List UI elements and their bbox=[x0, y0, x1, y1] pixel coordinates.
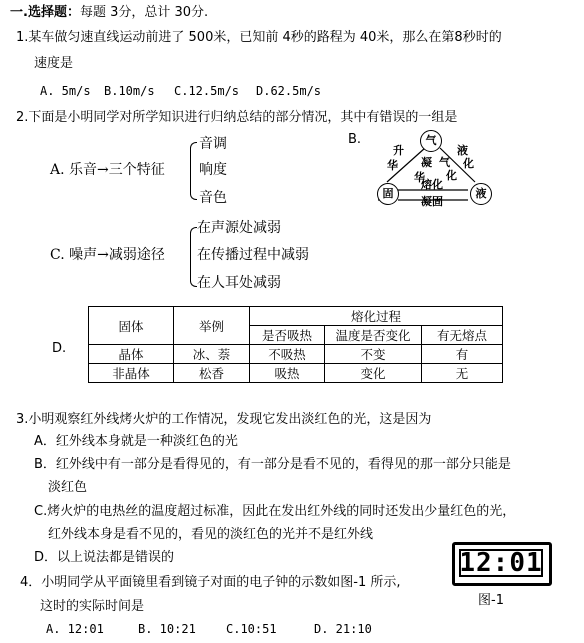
q2-optA-item2: 响度 bbox=[199, 162, 227, 178]
q3-option-c-line1[interactable]: C.烤火炉的电热丝的温度超过标准，因此在发出红外线的同时还发出少量红色的光， bbox=[34, 504, 516, 519]
section-title-label: 一.选择题： bbox=[10, 5, 80, 20]
table-cell: 冰、萘 bbox=[174, 345, 250, 364]
header-melting: 熔化过程 bbox=[250, 307, 503, 326]
q3-option-b-line1[interactable]: B．红外线中有一部分是看得见的，有一部分是看不见的，看得见的那一部分只能是 bbox=[34, 457, 511, 472]
node-liquid: 液 bbox=[470, 183, 492, 205]
q2-optC-root: 噪声 bbox=[69, 247, 98, 263]
q2-optC-label: C. bbox=[50, 247, 65, 263]
table-cell: 不变 bbox=[325, 345, 422, 364]
table-row bbox=[89, 364, 503, 383]
q2-optA-root: 乐音 bbox=[69, 162, 98, 178]
label-ninggu: 凝固 bbox=[421, 195, 443, 208]
q2-optA-item1: 音调 bbox=[199, 136, 227, 152]
table-cell: 晶体 bbox=[89, 345, 174, 364]
q2-optC-item1: 在声源处减弱 bbox=[197, 220, 281, 236]
q2-optC-brace bbox=[190, 227, 197, 287]
q3-stem: 3.小明观察红外线烤火炉的工作情况，发现它发出淡红色的光，这是因为 bbox=[16, 412, 432, 427]
table-cell: 松香 bbox=[174, 364, 250, 383]
table-cell: 无 bbox=[422, 364, 503, 383]
q2-optC-mid: 减弱途径 bbox=[108, 247, 165, 263]
table-header-row bbox=[89, 307, 503, 326]
q1-options bbox=[40, 85, 321, 97]
table-cell: 吸热 bbox=[250, 364, 325, 383]
q2-stem: 2.下面是小明同学对所学知识进行归纳总结的部分情况，其中有错误的一组是 bbox=[16, 110, 458, 125]
section-desc: 每题 3分，总计 30分. bbox=[79, 5, 209, 20]
melting-table bbox=[88, 306, 503, 383]
q1-option-a[interactable]: A. 5m/s bbox=[40, 84, 91, 98]
label-ye: 液 bbox=[457, 144, 468, 157]
clock-display bbox=[459, 549, 543, 577]
q1-stem-line2: 速度是 bbox=[34, 56, 74, 71]
q2-optC-row bbox=[50, 248, 165, 262]
label-hua1: 华 bbox=[387, 159, 398, 172]
digital-clock bbox=[452, 542, 552, 586]
subheader-temp: 温度是否变化 bbox=[325, 326, 422, 345]
label-hua2: 华 bbox=[414, 171, 425, 184]
q1-stem-line1: 1.某车做匀速直线运动前进了 500米，已知前 4秒的路程为 40米，那么在第8秒时的 bbox=[16, 30, 502, 45]
table-cell: 不吸热 bbox=[250, 345, 325, 364]
q2-optA-mid: 三个特征 bbox=[108, 162, 165, 178]
q2-optA-brace bbox=[190, 142, 197, 200]
label-ronghua: 熔化 bbox=[421, 178, 443, 191]
q2-optC-item3: 在人耳处减弱 bbox=[197, 275, 281, 291]
table-cell: 变化 bbox=[325, 364, 422, 383]
header-example: 举例 bbox=[174, 307, 250, 345]
q2-optB-label: B. bbox=[348, 132, 362, 147]
q1-option-d[interactable]: D.62.5m/s bbox=[256, 84, 322, 98]
label-hua3: 化 bbox=[446, 169, 457, 182]
table-cell: 有 bbox=[422, 345, 503, 364]
q1-option-b[interactable]: B.10m/s bbox=[104, 84, 155, 98]
label-sheng: 升 bbox=[393, 144, 404, 157]
label-hua4: 化 bbox=[463, 157, 474, 170]
q2-optC-item2: 在传播过程中减弱 bbox=[197, 247, 309, 263]
q3-option-c-line2[interactable]: 红外线本身是看不见的，看见的淡红色的光并不是红外线 bbox=[48, 527, 374, 542]
subheader-heat: 是否吸热 bbox=[250, 326, 325, 345]
figure-caption: 图-1 bbox=[478, 593, 504, 608]
node-solid: 固 bbox=[377, 183, 399, 205]
q2-optA-item3: 音色 bbox=[199, 190, 227, 206]
q3-option-a[interactable]: A．红外线本身就是一种淡红色的光 bbox=[34, 434, 238, 449]
q4-option-d[interactable]: D. 21:10 bbox=[314, 622, 372, 636]
q1-option-c[interactable]: C.12.5m/s bbox=[174, 84, 240, 98]
subheader-point: 有无熔点 bbox=[422, 326, 503, 345]
table-row bbox=[89, 345, 503, 364]
q4-stem-line2: 这时的实际时间是 bbox=[40, 599, 145, 614]
q3-option-b-line2[interactable]: 淡红色 bbox=[48, 480, 88, 495]
q4-option-b[interactable]: B. 10:21 bbox=[138, 622, 196, 636]
q4-stem-line1: 4．小明同学从平面镜里看到镜子对面的电子钟的示数如图-1 所示, bbox=[20, 575, 401, 590]
label-ning: 凝 bbox=[421, 156, 432, 169]
arrow-icon: → bbox=[97, 162, 109, 178]
q2-optD-label: D. bbox=[52, 341, 67, 356]
clock-digits: 12:01 bbox=[459, 548, 543, 578]
q4-options bbox=[46, 623, 372, 635]
q2-optA-label: A. bbox=[50, 162, 65, 178]
q4-option-c[interactable]: C.10:51 bbox=[226, 622, 277, 636]
label-qi: 气 bbox=[439, 156, 450, 169]
section-title bbox=[10, 6, 208, 19]
q3-option-d[interactable]: D．以上说法都是错误的 bbox=[34, 550, 175, 565]
header-solid: 固体 bbox=[89, 307, 174, 345]
arrow-icon: → bbox=[97, 247, 109, 263]
node-gas: 气 bbox=[420, 130, 442, 152]
table-cell: 非晶体 bbox=[89, 364, 174, 383]
q2-optA-row bbox=[50, 163, 165, 177]
q4-option-a[interactable]: A. 12:01 bbox=[46, 622, 104, 636]
